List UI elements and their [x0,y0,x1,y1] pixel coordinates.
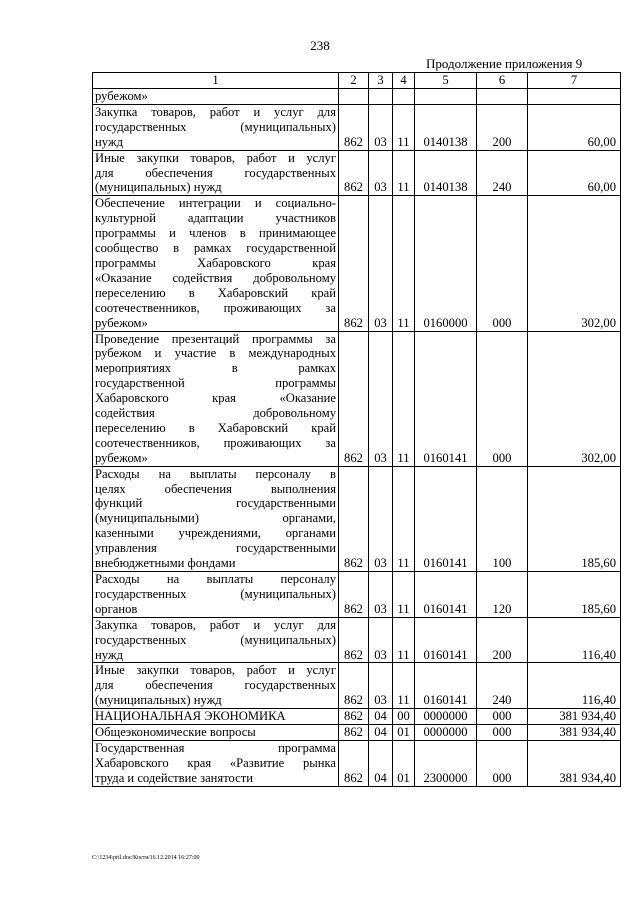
description-line: Хабаровского края «Развитие рынка [95,755,336,770]
description-line: нужд [95,647,123,662]
description-line: функций государственными [95,496,336,511]
table-row [93,150,621,196]
target-article-cell: 0140138 [415,104,477,150]
description-line: соотечественников, проживающих за [95,435,336,450]
table-row [93,466,621,571]
target-article-cell: 0160141 [415,617,477,663]
subsection-code-cell: 01 [393,725,415,741]
description-line: труда и содействие занятости [95,770,253,785]
subsection-code-cell: 11 [393,572,415,618]
description-line: мероприятиях в рамках [95,361,336,376]
admin-code-cell: 862 [339,331,369,466]
description-line: переселению в Хабаровский край [95,285,336,300]
target-article-cell: 0000000 [415,709,477,725]
target-article-cell: 0160000 [415,196,477,331]
subsection-code-cell: 11 [393,150,415,196]
page-number: 238 [310,38,330,53]
subsection-code-cell: 01 [393,740,415,786]
description-line: государственных (муниципальных) [95,632,336,647]
subsection-code-cell: 11 [393,196,415,331]
amount-cell: 185,60 [528,572,621,618]
description-line: соотечественников, проживающих за [95,300,336,315]
subsection-code-cell: 11 [393,663,415,709]
admin-code-cell: 862 [339,196,369,331]
description-line: государственных (муниципальных) [95,586,336,601]
expense-type-cell: 200 [477,104,528,150]
description-line: Проведение презентаций программы за [95,331,336,346]
amount-cell: 302,00 [528,196,621,331]
admin-code-cell: 862 [339,572,369,618]
target-article-cell: 0000000 [415,725,477,741]
amount-cell: 60,00 [528,104,621,150]
description-line: государственной программы [95,376,336,391]
description-cell [93,663,339,709]
section-code-cell: 03 [369,104,393,150]
expense-type-cell: 200 [477,617,528,663]
description-cell [93,104,339,150]
expense-type-cell: 240 [477,663,528,709]
appendix-continuation-label: Продолжение приложения 9 [426,56,583,71]
table-row [93,331,621,466]
description-line: Иные закупки товаров, работ и услуг [95,150,336,165]
description-line: содействия добровольному [95,406,336,421]
target-article-cell: 0140138 [415,150,477,196]
amount-cell: 60,00 [528,150,621,196]
table-row [93,740,621,786]
table-row [93,196,621,331]
section-code-cell: 04 [369,725,393,741]
description-line: Хабаровского края «Оказание [95,391,336,406]
description-line: рубежом» [95,89,148,103]
description-line: нужд [95,134,123,149]
expense-type-cell: 000 [477,740,528,786]
section-code-cell: 03 [369,466,393,571]
expense-type-cell: 000 [477,725,528,741]
table-row [93,725,621,741]
description-line: целях обеспечения выполнения [95,481,336,496]
description-line: программы и членов в принимающее [95,226,336,241]
description-line: Общеэкономические вопросы [95,725,256,740]
description-cell [93,572,339,618]
target-article-cell [415,89,477,105]
subsection-code-cell: 00 [393,709,415,725]
admin-code-cell: 862 [339,104,369,150]
description-line: Закупка товаров, работ и услуг для [95,617,336,632]
column-header: 6 [477,73,528,89]
amount-cell: 185,60 [528,466,621,571]
expense-type-cell: 000 [477,196,528,331]
expense-type-cell: 120 [477,572,528,618]
description-line: рубежом и участие в международных [95,346,336,361]
admin-code-cell: 862 [339,617,369,663]
description-cell [93,725,339,741]
section-code-cell: 03 [369,196,393,331]
description-line: сообщество в рамках государственной [95,241,336,256]
description-line: Государственная программа [95,740,336,755]
column-header: 1 [93,73,339,89]
subsection-code-cell: 11 [393,617,415,663]
target-article-cell: 2300000 [415,740,477,786]
subsection-code-cell: 11 [393,466,415,571]
description-line: НАЦИОНАЛЬНАЯ ЭКОНОМИКА [95,709,286,724]
table-row [93,709,621,725]
target-article-cell: 0160141 [415,663,477,709]
description-line: для обеспечения государственных [95,678,336,693]
amount-cell: 116,40 [528,663,621,709]
description-line: органов [95,601,138,616]
description-line: для обеспечения государственных [95,165,336,180]
description-cell [93,709,339,725]
target-article-cell: 0160141 [415,572,477,618]
description-line: (муниципальных) нужд [95,693,222,708]
description-line: «Оказание содействия добровольному [95,270,336,285]
target-article-cell: 0160141 [415,331,477,466]
admin-code-cell: 862 [339,663,369,709]
subsection-code-cell: 11 [393,331,415,466]
description-line: Расходы на выплаты персоналу в [95,466,336,481]
amount-cell: 302,00 [528,331,621,466]
admin-code-cell [339,89,369,105]
description-line: казенными учреждениями, органами [95,526,336,541]
description-cell [93,466,339,571]
table-row [93,104,621,150]
description-cell [93,196,339,331]
description-line: рубежом» [95,315,148,330]
section-code-cell: 03 [369,150,393,196]
column-header-row [93,73,621,89]
description-line: Иные закупки товаров, работ и услуг [95,663,336,678]
description-line: Расходы на выплаты персоналу [95,572,336,586]
expense-type-cell: 000 [477,331,528,466]
description-line: Обеспечение интеграции и социально- [95,196,336,211]
amount-cell [528,89,621,105]
amount-cell: 381 934,40 [528,740,621,786]
description-line: внебюджетными фондами [95,556,236,571]
admin-code-cell: 862 [339,740,369,786]
column-header: 7 [528,73,621,89]
column-header: 4 [393,73,415,89]
description-cell [93,331,339,466]
admin-code-cell: 862 [339,150,369,196]
section-code-cell: 04 [369,709,393,725]
table-row [93,572,621,618]
description-line: управления государственными [95,541,336,556]
budget-table [92,72,621,787]
description-line: (муниципальными) органами, [95,511,336,526]
description-line: рубежом» [95,450,148,465]
expense-type-cell [477,89,528,105]
description-cell [93,150,339,196]
description-cell [93,89,339,105]
table-row [93,89,621,105]
column-header: 3 [369,73,393,89]
description-line: переселению в Хабаровский край [95,420,336,435]
section-code-cell [369,89,393,105]
admin-code-cell: 862 [339,466,369,571]
description-line: (муниципальных) нужд [95,180,222,195]
expense-type-cell: 100 [477,466,528,571]
description-line: Закупка товаров, работ и услуг для [95,104,336,119]
section-code-cell: 03 [369,331,393,466]
description-cell [93,740,339,786]
column-header: 5 [415,73,477,89]
description-line: культурной адаптации участников [95,211,336,226]
table-row [93,663,621,709]
target-article-cell: 0160141 [415,466,477,571]
description-line: программы Хабаровского края [95,255,336,270]
section-code-cell: 03 [369,663,393,709]
subsection-code-cell [393,89,415,105]
admin-code-cell: 862 [339,725,369,741]
amount-cell: 381 934,40 [528,725,621,741]
column-header: 2 [339,73,369,89]
description-line: государственных (муниципальных) [95,119,336,134]
amount-cell: 116,40 [528,617,621,663]
subsection-code-cell: 11 [393,104,415,150]
section-code-cell: 03 [369,617,393,663]
document-footer-path: C:\1234\pril.doc/Костя/16.12.2014 16:27:00 [92,855,200,861]
amount-cell: 381 934,40 [528,709,621,725]
section-code-cell: 03 [369,572,393,618]
description-cell [93,617,339,663]
expense-type-cell: 240 [477,150,528,196]
section-code-cell: 04 [369,740,393,786]
admin-code-cell: 862 [339,709,369,725]
table-row [93,617,621,663]
expense-type-cell: 000 [477,709,528,725]
